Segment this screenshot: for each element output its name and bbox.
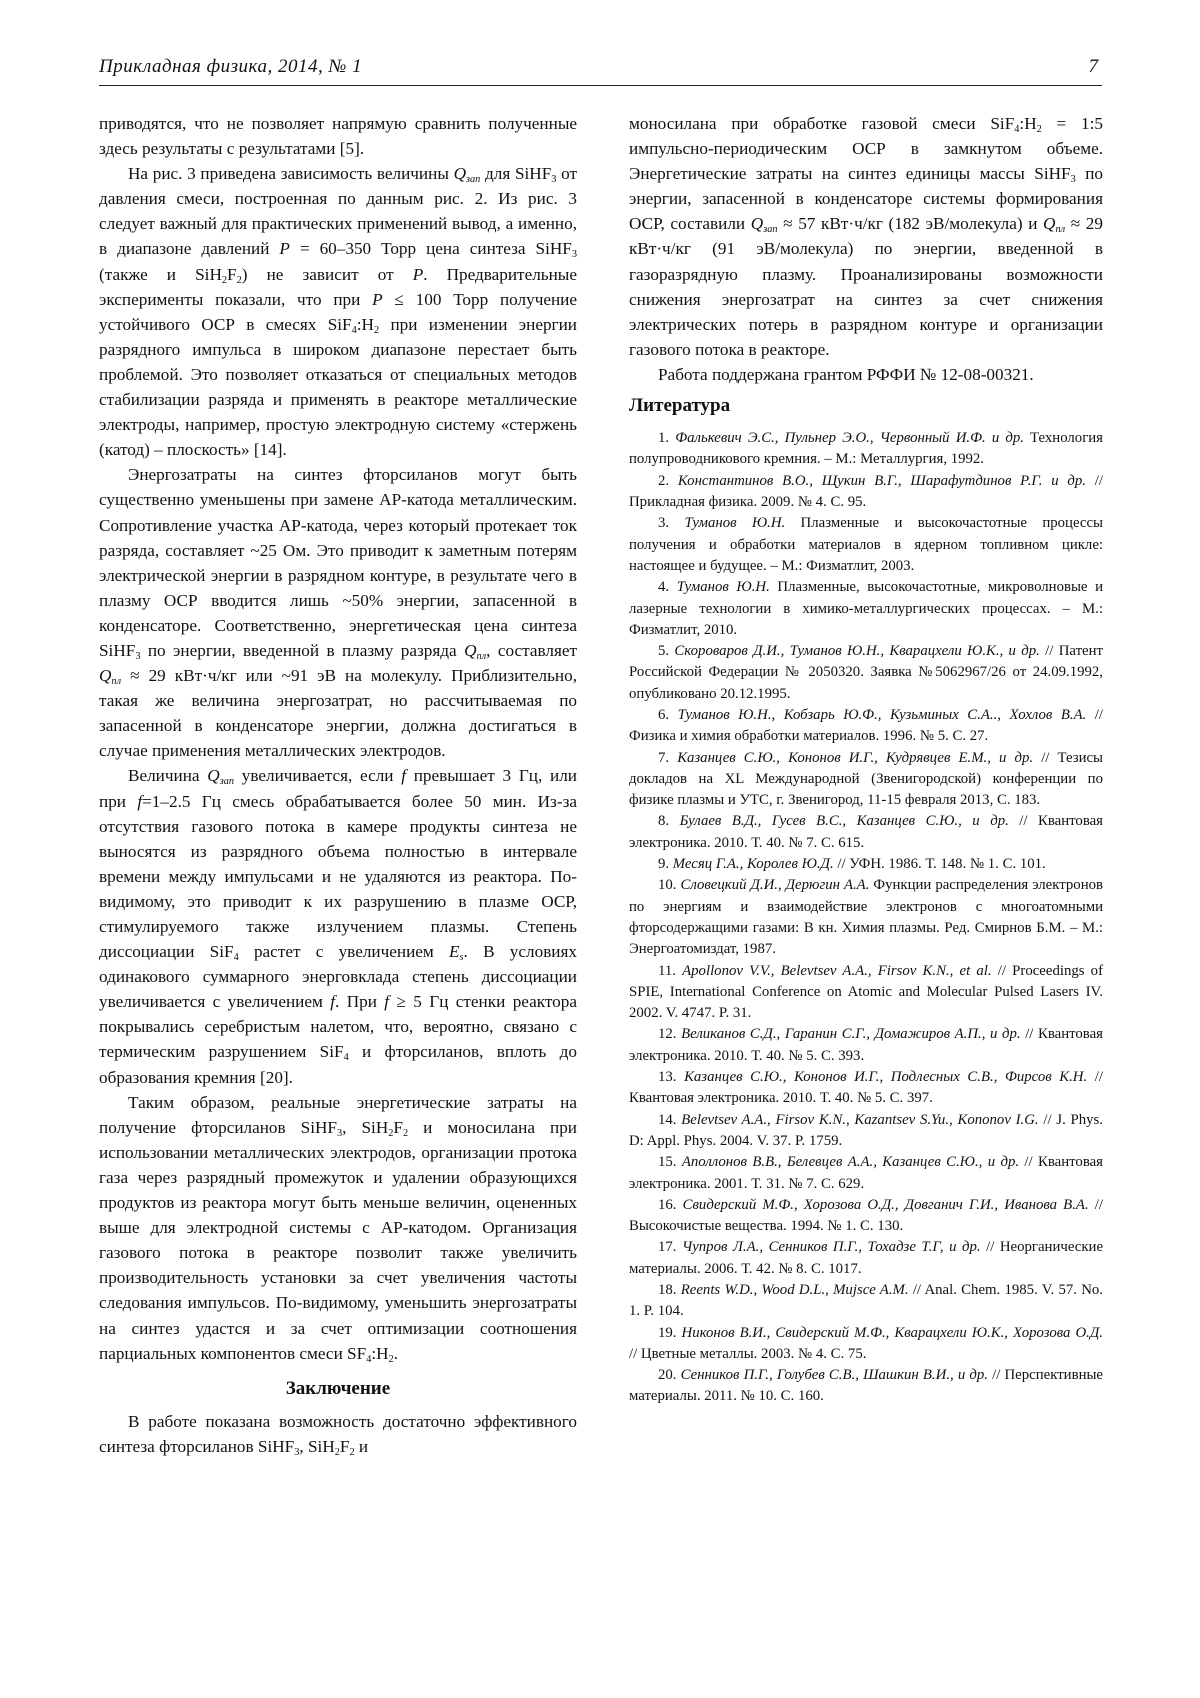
- reference-item: [629, 577, 1103, 641]
- reference-number: 4.: [658, 579, 677, 596]
- acknowledgement: Работа поддержана грантом РФФИ № 12-08-00321.: [658, 364, 1034, 384]
- reference-authors: Belevtsev A.A., Firsov K.N., Kazantsev S.Yu., Kononov I.G.: [681, 1111, 1039, 1128]
- reference-text: // Anal. Chem. 1985. V. 57. No. 1. P. 104.: [629, 1282, 1103, 1320]
- reference-number: 17.: [658, 1239, 683, 1256]
- reference-text: // Тезисы докладов на XL Международной (Звенигородской) конференции по физике плазмы и УТС, г. Звенигород, 11-15 февраля 2013, С. 183.: [629, 749, 1104, 809]
- reference-item: [629, 705, 1103, 748]
- paragraph: приводятся, что не позволяет напрямую сравнить полученные здесь результаты с результатами [5].: [99, 114, 577, 159]
- reference-authors: Сенников П.Г., Голубев С.В., Шашкин В.И., и др.: [680, 1367, 988, 1384]
- reference-text: // Высокочистые вещества. 1994. № 1. С. 130.: [629, 1196, 1103, 1235]
- reference-number: 13.: [658, 1069, 685, 1086]
- reference-number: 10.: [658, 877, 681, 894]
- reference-authors: Туманов Ю.Н.: [684, 515, 786, 532]
- section-heading-references: Литература: [629, 395, 731, 417]
- reference-text: Функции распределения электронов по энергиям и взаимодействие электронов с многоатомными фторсодержащими газами: В кн. Химия плазмы. Ред. Смирнов Б.М. – М.: Энергоатомиздат, 1987.: [629, 877, 1103, 958]
- reference-authors: Казанцев С.Ю., Кононов И.Г., Кудрявцев Е.М., и др.: [677, 749, 1034, 766]
- reference-authors: Скороваров Д.И., Туманов Ю.Н., Кварацхели Ю.К., и др.: [674, 643, 1040, 660]
- page-header: [99, 56, 1102, 86]
- reference-item: [629, 641, 1103, 705]
- reference-authors: Словецкий Д.И., Дерюгин А.А.: [680, 877, 870, 894]
- reference-authors: Reents W.D., Wood D.L., Mujsce A.M.: [680, 1282, 909, 1298]
- reference-authors: Великанов С.Д., Гаранин С.Г., Домажиров А.П., и др.: [681, 1026, 1021, 1043]
- paragraph: Величина $Q_{зап}$ увеличивается, если f превышает 3 Гц, или при f=1–2.5 Гц смесь обрабатывается более 50 мин. Из-за отсутствия газового потока в камере продукты синтеза не выносятся из разрядного объема полностью в интервале времени между импульсами и не удаляются из реактора. По-видимому, это приводит к их разрушению в плазме ОСР, стимулируемого также излучением плазмы. Степень диссоциации SiF$_4$ растет с увеличением $E_s$. В условиях одинакового суммарного энерговклада степень диссоциации увеличивается с увеличением f. При f ≥ 5 Гц стенки реактора покрывались серебристым налетом, что, вероятно, связано с термическим разрушением SiF$_4$ и фторсиланов, вплоть до образования кремния [20].: [99, 766, 578, 1087]
- reference-authors: Apollonov V.V., Belevtsev A.A., Firsov K.N., et al.: [682, 962, 992, 979]
- reference-text: // Квантовая электроника. 2010. Т. 40. № 7. С. 615.: [629, 813, 1103, 851]
- reference-item: [629, 1365, 1103, 1408]
- reference-number: 1.: [658, 430, 676, 447]
- reference-item: [629, 961, 1103, 1025]
- reference-number: 7.: [658, 749, 678, 766]
- reference-authors: Никонов В.И., Свидерский М.Ф., Кварацхели Ю.К., Хорозова О.Д.: [681, 1324, 1103, 1341]
- reference-number: 14.: [658, 1111, 682, 1128]
- reference-item: [629, 811, 1103, 854]
- reference-text: // Физика и химия обработки материалов. 1996. № 5. С. 27.: [629, 706, 1104, 745]
- reference-item: [629, 1067, 1103, 1110]
- section-heading-conclusion: Заключение: [285, 1377, 391, 1399]
- reference-number: 20.: [658, 1367, 681, 1384]
- reference-text: // Цветные металлы. 2003. № 4. С. 75.: [629, 1345, 867, 1362]
- reference-text: // Квантовая электроника. 2001. Т. 31. № 7. С. 629.: [629, 1154, 1103, 1192]
- reference-number: 9.: [658, 856, 673, 873]
- reference-number: 12.: [658, 1026, 682, 1043]
- reference-text: // Перспективные материалы. 2011. № 10. С. 160.: [629, 1367, 1103, 1405]
- reference-text: // Proceedings of SPIE, International Conference on Atomic and Molecular Pulsed Lasers IV. 2002. V. 4747. P. 31.: [629, 962, 1104, 1022]
- header-rule: [99, 85, 1102, 86]
- reference-item: [629, 1237, 1103, 1280]
- reference-text: // Квантовая электроника. 2010. Т. 40. № 5. С. 393.: [629, 1026, 1103, 1064]
- reference-number: 5.: [658, 643, 675, 660]
- reference-item: [629, 1024, 1103, 1067]
- reference-item: [629, 1195, 1103, 1238]
- reference-authors: Константинов В.О., Щукин В.Г., Шарафутдинов Р.Г. и др.: [677, 472, 1086, 489]
- reference-authors: Чупров Л.А., Сенников П.Г., Тохадзе Т.Г, и др.: [682, 1239, 981, 1256]
- paragraph: На рис. 3 приведена зависимость величины $Q_{зап}$ для SiHF$_3$ от давления смеси, построенная по данным рис. 2. Из рис. 3 следует важный для практических применений вывод, а именно, в диапазоне давлений P = 60–350 Торр цена синтеза SiHF$_3$ (также и $SiH_2F_2$) не зависит от P. Предварительные эксперименты показали, что при P ≤ 100 Торр получение устойчивого ОСР в смесях $SiF_4:H_2$ при изменении энергии разрядного импульса в широком диапазоне перестает быть проблемой. Это позволяет отказаться от специальных методов стабилизации разряда и применять в реакторе металлические электроды, например, простую электродную систему «стержень (катод) – плоскость» [14].: [99, 164, 577, 460]
- reference-text: Плазменные и высокочастотные процессы получения и обработки материалов в ядерном топливном цикле: настоящее и будущее. – М.: Физматлит, 2003.: [629, 515, 1103, 574]
- reference-number: 2.: [658, 472, 678, 489]
- page-number: 7: [1088, 56, 1098, 77]
- reference-item: [629, 471, 1103, 514]
- reference-item: [629, 428, 1103, 471]
- reference-text: Плазменные, высокочастотные, микроволновые и лазерные технологии в химико-металлургических процессах. – М.: Физматлит, 2010.: [629, 579, 1104, 638]
- reference-authors: Месяц Г.А., Королев Ю.Д.: [672, 856, 834, 873]
- paragraph: В работе показана возможность достаточно эффективного синтеза фторсиланов SiHF$_3$, $SiH_2F_2$ и: [99, 1411, 577, 1458]
- reference-text: // УФН. 1986. Т. 148. № 1. С. 101.: [833, 856, 1046, 873]
- reference-number: 18.: [658, 1282, 681, 1298]
- reference-item: [629, 748, 1103, 812]
- reference-text: // Квантовая электроника. 2010. Т. 40. № 5. С. 397.: [629, 1069, 1104, 1107]
- reference-list: [629, 428, 1103, 1408]
- reference-number: 8.: [658, 813, 680, 830]
- reference-item: [629, 513, 1103, 577]
- paragraph: моносилана при обработке газовой смеси $SiF_4:H_2$ = 1:5 импульсно-периодическим ОСР в замкнутом объеме. Энергетические затраты на синтез единицы массы SiHF$_3$ по энергии, запасенной в конденсаторе системы формирования ОСР, составили $Q_{зап} \approx 57$ кВт·ч/кг (182 эВ/молекула) и $Q_{пл} \approx 29$ кВт·ч/кг (91 эВ/молекула) по энергии, введенной в газоразрядную плазму. Проанализированы возможности снижения энергозатрат на синтез за счет снижения электрических потерь в разрядном контуре и организации газового потока в реакторе.: [629, 114, 1104, 359]
- reference-item: [629, 1323, 1103, 1366]
- reference-authors: Туманов Ю.Н., Кобзарь Ю.Ф., Кузьминых С.А.., Хохлов В.А.: [677, 706, 1087, 723]
- left-column: [99, 111, 577, 1459]
- reference-item: [629, 854, 1103, 875]
- reference-number: 16.: [658, 1196, 683, 1213]
- reference-authors: Свидерский М.Ф., Хорозова О.Д., Довганич Г.И., Иванова В.А.: [682, 1196, 1089, 1213]
- paragraph: Энергозатраты на синтез фторсиланов могут быть существенно уменьшены при замене АР-катода металлическим. Сопротивление участка АР-катода, через который протекает ток разряда, составляет ~25 Ом. Это приводит к заметным потерям электрической энергии в разрядном контуре, в результате чего в плазму ОСР вводится лишь ~50% энергии, запасенной в конденсаторе. Соответственно, энергетическая цена синтеза SiHF$_3$ по энергии, введенной в плазму разряда $Q_{пл}$, составляет $Q_{пл} \approx 29$ кВт·ч/кг или ~91 эВ на молекулу. Приблизительно, такая же величина энергозатрат, но рассчитываемая по запасенной в конденсаторе энергии, должна достигаться в случае применения металлических электродов.: [99, 465, 577, 761]
- reference-item: [629, 875, 1103, 960]
- reference-number: 6.: [658, 706, 678, 723]
- reference-text: // J. Phys. D: Appl. Phys. 2004. V. 37. P. 1759.: [629, 1111, 1103, 1149]
- reference-item: [629, 1152, 1103, 1195]
- reference-number: 3.: [658, 515, 685, 532]
- reference-authors: Аполлонов В.В., Белевцев А.А., Казанцев С.Ю., и др.: [681, 1154, 1020, 1171]
- paragraph: Таким образом, реальные энергетические затраты на получение фторсиланов SiHF$_3$, $SiH_2F_2$ и моносилана при использовании металлических электродов, организации протока газа через разрядный промежуток и удалении образующихся продуктов из реактора могут быть меньше величин, оцененных выше для электродной системы с АР-катодом. Организация газового потока в реакторе позволит также увеличить производительность установки за счет увеличения частоты следования импульсов. По-видимому, уменьшить энергозатраты на синтез удастся и за счет оптимизации соотношения парциальных компонентов смеси $SF_4:H_2$.: [99, 1092, 577, 1365]
- reference-text: // Прикладная физика. 2009. № 4. С. 95.: [629, 472, 1104, 511]
- reference-authors: Булаев В.Д., Гусев В.С., Казанцев С.Ю., и др.: [679, 813, 1009, 830]
- reference-item: [629, 1280, 1103, 1323]
- reference-number: 15.: [658, 1154, 682, 1171]
- reference-number: 11.: [658, 962, 683, 979]
- reference-text: Технология полупроводникового кремния. – М.: Металлургия, 1992.: [629, 430, 1103, 468]
- reference-authors: Туманов Ю.Н.: [676, 579, 770, 596]
- reference-authors: Казанцев С.Ю., Кононов И.Г., Подлесных С.В., Фирсов К.Н.: [684, 1069, 1088, 1086]
- reference-number: 19.: [658, 1324, 682, 1341]
- journal-title: Прикладная физика, 2014, № 1: [99, 56, 363, 77]
- reference-authors: Фалькевич Э.С., Пульнер Э.О., Червонный И.Ф. и др.: [675, 430, 1024, 447]
- reference-text: // Патент Российской Федерации № 2050320. Заявка №5062967/26 от 24.09.1992, опубликовано 20.12.1995.: [629, 643, 1103, 702]
- reference-text: // Неорганические материалы. 2006. Т. 42. № 8. С. 1017.: [629, 1239, 1104, 1277]
- reference-item: [629, 1110, 1103, 1153]
- right-column: [629, 111, 1103, 1408]
